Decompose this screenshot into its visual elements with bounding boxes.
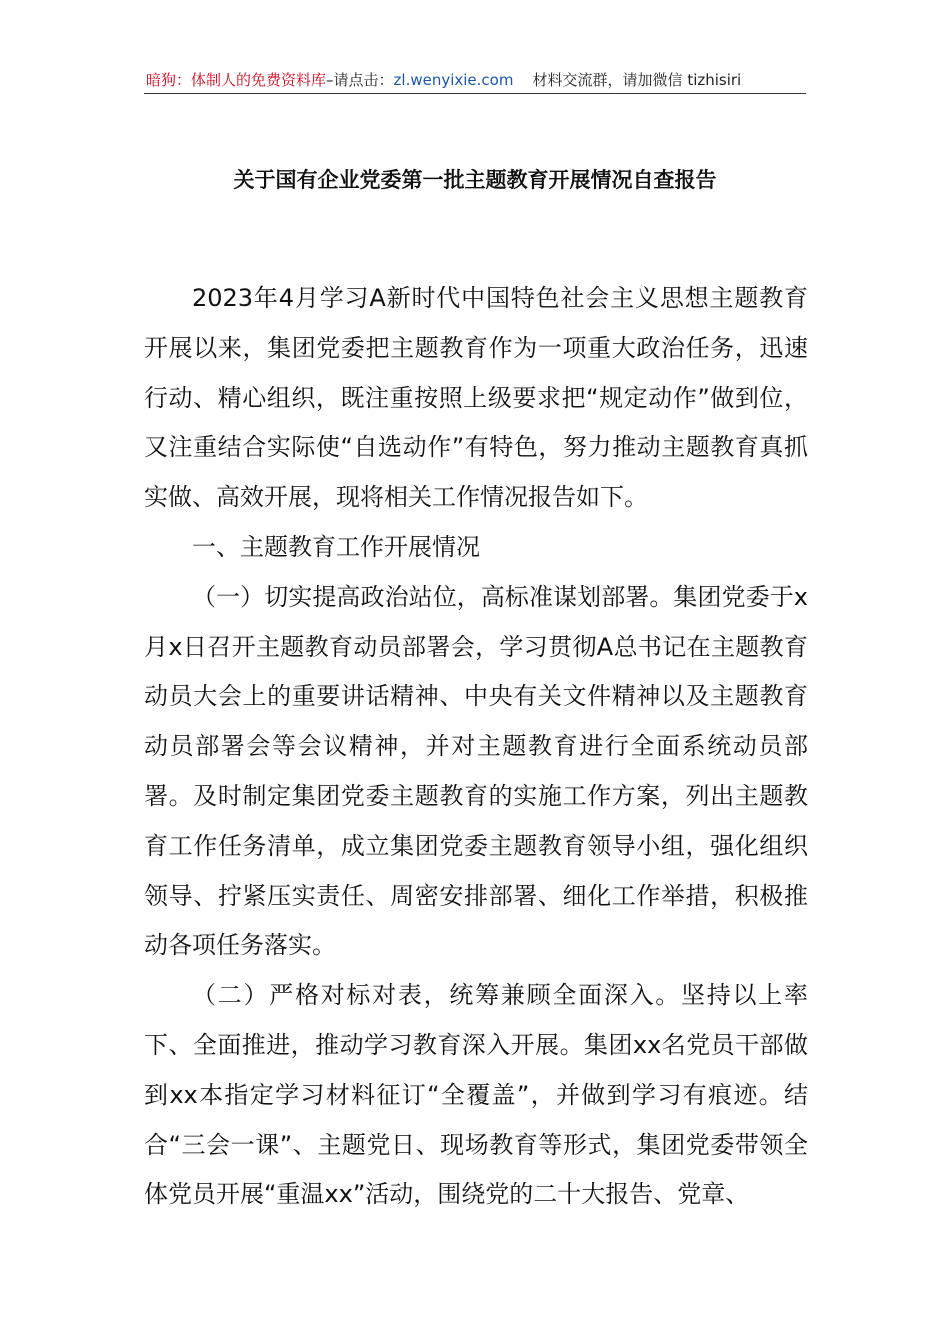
header-url-link[interactable]: zl.wenyixie.com xyxy=(393,71,514,89)
section-heading-1: 一、主题教育工作开展情况 xyxy=(192,532,480,561)
document-body xyxy=(144,274,808,1220)
intro-paragraph: 2023年4月学习A新时代中国特色社会主义思想主题教育开展以来，集团党委把主题教育作为一项重大政治任务，迅速行动、精心组织，既注重按照上级要求把“规定动作”做到位，又注重结合实际使“自选动作”有特色，努力推动主题教育真抓实做、高效开展，现将相关工作情况报告如下。 xyxy=(144,284,808,512)
subsection-paragraph-1: （一）切实提高政治站位，高标准谋划部署。集团党委于x月x日召开主题教育动员部署会，学习贯彻A总书记在主题教育动员大会上的重要讲话精神、中央有关文件精神以及主题教育动员部署会等会议精神，并对主题教育进行全面系统动员部署。及时制定集团党委主题教育的实施工作方案，列出主题教育工作任务清单，成立集团党委主题教育领导小组，强化组织领导、拧紧压实责任、周密安排部署、细化工作举措，积极推动各项任务落实。 xyxy=(144,582,808,960)
header-prompt: –请点击： xyxy=(326,71,394,89)
document-title: 关于国有企业党委第一批主题教育开展情况自查报告 xyxy=(233,168,717,192)
header-divider xyxy=(144,93,806,94)
header-brand: 暗狗：体制人的免费资料库 xyxy=(146,71,327,89)
header-wechat-note: 材料交流群，请加微信 tizhisiri xyxy=(532,71,742,89)
subsection-paragraph-2: （二）严格对标对表，统筹兼顾全面深入。坚持以上率下、全面推进，推动学习教育深入开展。集团xx名党员干部做到xx本指定学习材料征订“全覆盖”，并做到学习有痕迹。结合“三会一课”、主题党日、现场教育等形式，集团党委带领全体党员开展“重温xx”活动，围绕党的二十大报告、党章、 xyxy=(144,981,808,1209)
page-header xyxy=(146,68,806,92)
